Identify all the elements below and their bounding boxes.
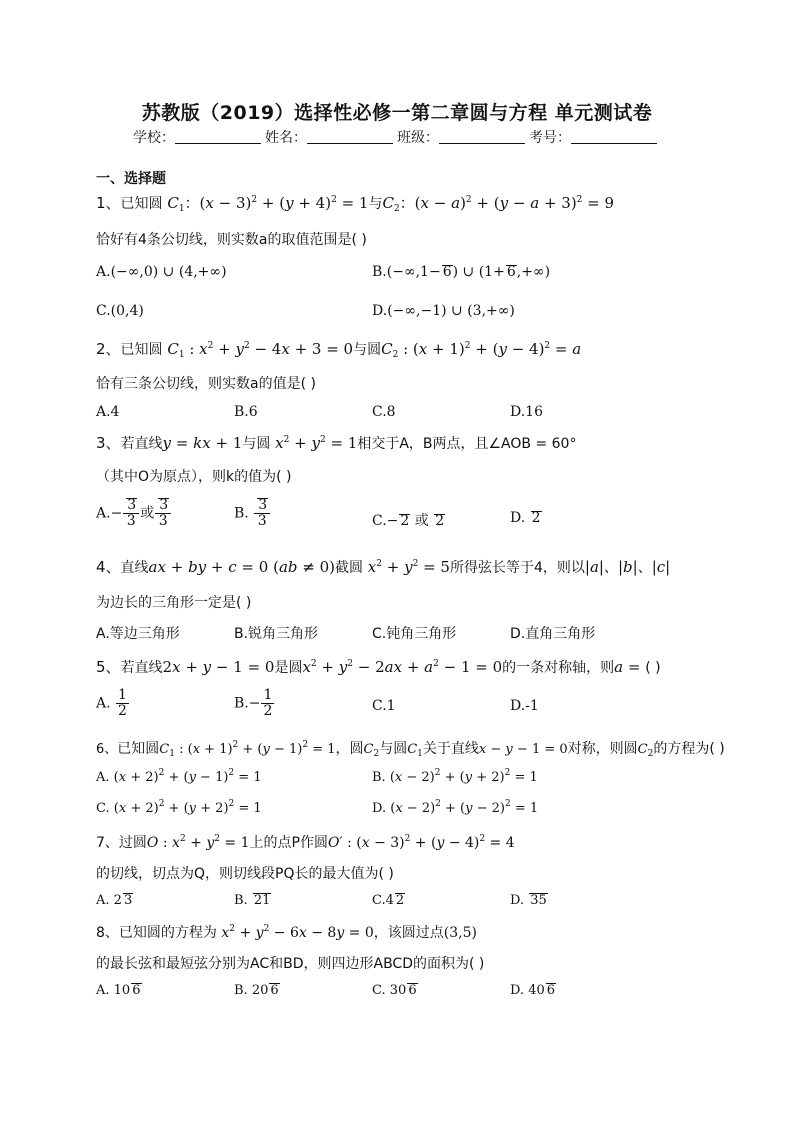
or-text: 或: [414, 513, 429, 529]
question-text: 上的点P作圆: [249, 835, 328, 851]
option-label: C.: [372, 983, 386, 998]
or-text: 或: [140, 505, 155, 522]
option-c[interactable]: C.钝角三角形: [372, 626, 457, 642]
question-text: 是圆: [274, 660, 303, 676]
math-expression: $x^2 + y^2 - 2ax + a^2 - 1 = 0$: [302, 658, 503, 676]
option-a[interactable]: A. $\frac{1}{2}$: [96, 687, 127, 719]
question-5: [96, 656, 661, 677]
question-text: 已知圆的方程为: [118, 925, 217, 941]
class-blank[interactable]: [439, 131, 525, 144]
question-text: 若直线: [120, 436, 163, 452]
math-expression: $C_2$ : $(x + 1)^2 + (y - 4)^2 = a$: [381, 340, 582, 360]
name-label: 姓名：: [265, 130, 307, 146]
question-text: 的方程为( ): [653, 741, 725, 757]
option-label: A.: [96, 770, 110, 785]
option-b[interactable]: B. 21: [234, 893, 271, 908]
question-6: [96, 738, 725, 758]
option-b[interactable]: B. $\frac{3}{3}$: [234, 498, 271, 529]
math-expression: (3,5): [443, 925, 477, 941]
option-c[interactable]: C.− 2 或 2: [372, 513, 445, 529]
math-expression: y = kx + 1: [162, 434, 243, 452]
question-text: 与: [368, 196, 383, 212]
option-label: A.: [96, 505, 111, 522]
option-b[interactable]: B. $(x - 2)^2 + (y + 2)^2 = 1$: [372, 768, 538, 785]
math-expression: |b|: [617, 558, 638, 576]
question-text: 已知圆: [120, 196, 163, 212]
math-expression: |a|: [584, 558, 604, 576]
question-text: 与圆: [353, 342, 382, 358]
question-text: 所得弦长等于4，则以: [449, 560, 585, 576]
option-label: C.: [96, 303, 111, 319]
option-label: D.: [372, 801, 387, 816]
question-number: 6、: [96, 742, 118, 757]
option-label: D.: [510, 510, 526, 526]
math-expression: $C_1$：$(x - 3)^2 + (y + 4)^2 = 1$: [167, 194, 369, 214]
question-text: 关于直线: [422, 741, 479, 757]
question-text: 若直线: [120, 660, 163, 676]
option-d[interactable]: D.-1: [510, 698, 539, 714]
option-c[interactable]: C. $(x + 2)^2 + (y + 2)^2 = 1$: [96, 799, 262, 816]
question-2: [96, 338, 581, 359]
math-expression: $x^2 + y^2 = 5$: [367, 558, 450, 576]
option-c[interactable]: C.8: [372, 404, 396, 420]
question-8-line2: 的最长弦和最短弦分别为AC和BD，则四边形ABCD的面积为( ): [96, 956, 485, 972]
option-label: B.: [372, 770, 386, 785]
math-expression: $C_2$: [363, 742, 380, 759]
option-d[interactable]: D.直角三角形: [510, 626, 596, 642]
section-title: 一、选择题: [96, 171, 166, 187]
option-d[interactable]: D. $(x - 2)^2 + (y - 2)^2 = 1$: [372, 799, 539, 816]
math-expression: ax + by + c = 0 (ab ≠ 0): [148, 558, 335, 576]
option-d[interactable]: D. 35: [510, 893, 547, 908]
option-b[interactable]: B. 20 6: [234, 983, 279, 998]
question-text: 已知圆: [120, 342, 163, 358]
option-label: A.: [96, 695, 111, 712]
question-text: 的一条对称轴，则: [502, 660, 615, 676]
option-label: B.: [234, 983, 248, 998]
math-expression: $x^2 + y^2 - 6x - 8y = 0$: [221, 924, 374, 941]
option-label: A.: [96, 264, 111, 280]
option-b[interactable]: B.(−∞,1− 6) ∪ (1+ 6,+∞): [372, 264, 551, 280]
option-c[interactable]: C. 30 6: [372, 983, 417, 998]
question-text: 已知圆: [117, 741, 160, 757]
math-expression: $C_2$：$(x - a)^2 + (y - a + 3)^2 = 9$: [382, 194, 615, 214]
math-expression: O : $x^2 + y^2 = 1$: [146, 834, 250, 851]
option-label: D.: [372, 303, 388, 319]
option-d[interactable]: D. 40 6: [510, 983, 556, 998]
math-expression: a =: [614, 658, 646, 676]
option-b[interactable]: B.锐角三角形: [234, 626, 319, 642]
school-blank[interactable]: [175, 131, 261, 144]
option-b[interactable]: B.6: [234, 404, 258, 420]
question-1-line2: 恰好有4条公切线，则实数a的取值范围是( ): [96, 232, 367, 248]
math-expression: x − y − 1 = 0: [478, 742, 568, 757]
option-label: A.: [96, 983, 110, 998]
page-title: 苏教版（2019）选择性必修一第二章圆与方程 单元测试卷: [141, 102, 653, 124]
question-number: 7、: [96, 835, 119, 851]
question-number: 5、: [96, 658, 121, 676]
class-label: 班级：: [397, 130, 439, 146]
separator: 、: [637, 560, 652, 576]
question-text: 与圆: [379, 741, 408, 757]
option-a[interactable]: A.− $\frac{3}{3}$ 或 $\frac{3}{3}$: [96, 498, 172, 529]
option-d[interactable]: D.(−∞,−1) ∪ (3,+∞): [372, 303, 515, 319]
option-c[interactable]: C.4 2: [372, 893, 405, 908]
school-label: 学校：: [133, 130, 175, 146]
option-label: B.: [372, 264, 387, 280]
question-text: ( ): [645, 660, 661, 676]
question-3: [96, 432, 576, 453]
question-text: 相交于A，B两点，且∠AOB = 60°: [357, 436, 577, 452]
option-a[interactable]: A.4: [96, 404, 120, 420]
question-text: ，该圆过点: [373, 925, 444, 941]
name-blank[interactable]: [307, 131, 393, 144]
exam-no-label: 考号：: [529, 130, 571, 146]
question-text: 对称，则圆: [567, 741, 638, 757]
option-a[interactable]: A.(−∞,0) ∪ (4,+∞): [96, 264, 227, 280]
option-a[interactable]: A. $(x + 2)^2 + (y - 1)^2 = 1$: [96, 768, 262, 785]
option-label: C.: [372, 893, 386, 908]
question-number: 2、: [96, 340, 121, 358]
question-text: 过圆: [118, 835, 147, 851]
student-info-line: [0, 127, 794, 147]
option-b[interactable]: B.− $\frac{1}{2}$: [234, 687, 273, 719]
question-text: 与圆: [242, 436, 271, 452]
question-text: ，圆: [335, 741, 364, 757]
math-expression: $x^2 + y^2 = 1$: [275, 434, 358, 452]
math-expression: $C_1$: [407, 742, 423, 759]
question-4-line2: 为边长的三角形一定是( ): [96, 595, 252, 611]
separator: 、: [603, 560, 618, 576]
option-label: C.: [96, 801, 110, 816]
option-label: D.: [510, 893, 525, 908]
question-7: [96, 832, 515, 852]
option-a[interactable]: A. 10 6: [96, 983, 141, 998]
math-expression: $C_2$: [637, 742, 654, 759]
question-8: [96, 922, 477, 942]
question-number: 1、: [96, 194, 121, 212]
question-number: 3、: [96, 434, 121, 452]
option-a[interactable]: A. 2 3: [96, 893, 133, 908]
option-d[interactable]: D.16: [510, 404, 543, 420]
question-3-line2: （其中O为原点），则k的值为( ): [96, 469, 292, 485]
question-4: [96, 556, 670, 577]
option-label: D.: [510, 983, 525, 998]
math-expression: $C_1$ : $x^2 + y^2 - 4x + 3 = 0$: [167, 340, 354, 360]
question-1: [96, 192, 614, 213]
question-text: 截圆: [334, 560, 363, 576]
math-expression: $C_1$ : $(x + 1)^2 + (y - 1)^2 = 1$: [159, 740, 336, 759]
math-expression: O′ : $(x - 3)^2 + (y - 4)^2 = 4$: [327, 834, 515, 851]
math-expression: 2x + y − 1 = 0: [162, 658, 275, 676]
question-number: 4、: [96, 558, 121, 576]
option-label: B.: [234, 695, 249, 712]
option-a[interactable]: A.等边三角形: [96, 626, 180, 642]
question-2-line2: 恰有三条公切线，则实数a的值是( ): [96, 376, 316, 392]
exam-no-blank[interactable]: [571, 131, 657, 144]
option-label: A.: [96, 893, 110, 908]
math-expression: |c|: [651, 558, 671, 576]
option-label: B.: [234, 505, 249, 522]
option-label: B.: [234, 893, 248, 908]
option-c[interactable]: C.(0,4): [96, 303, 144, 319]
question-number: 8、: [96, 925, 119, 941]
option-d[interactable]: D. 2: [510, 510, 541, 526]
option-label: C.: [372, 513, 387, 529]
question-7-line2: 的切线，切点为Q，则切线段PQ长的最大值为( ): [96, 866, 394, 882]
question-text: 直线: [120, 560, 149, 576]
option-c[interactable]: C.1: [372, 698, 396, 714]
